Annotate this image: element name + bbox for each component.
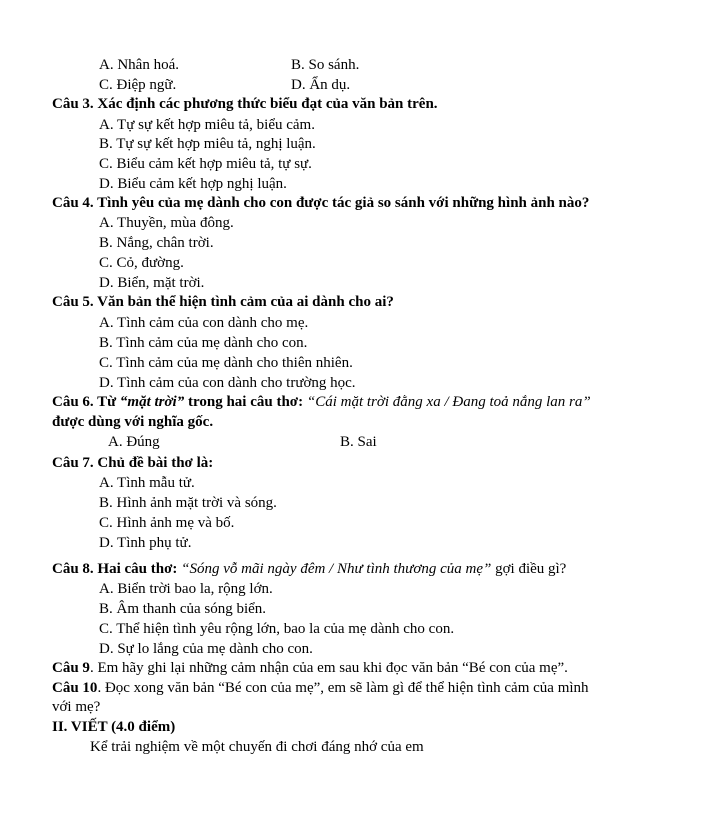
q3-option-c: C. Biểu cảm kết hợp miêu tả, tự sự. (99, 156, 312, 172)
question-7-title: Câu 7. Chủ đề bài thơ là: (52, 455, 214, 471)
section-2-task: Kể trải nghiệm về một chuyến đi chơi đáng nhớ của em (90, 739, 424, 755)
q4-option-b: B. Nắng, chân trời. (99, 235, 214, 251)
q5-option-d: D. Tình cảm của con dành cho trường học. (99, 375, 356, 391)
q8-lead: Câu 8. Hai câu thơ: (52, 561, 182, 577)
q2-option-d: D. Ẩn dụ. (291, 77, 351, 93)
q6-term: “mặt trời” (119, 394, 185, 410)
question-5-title: Câu 5. Văn bản thể hiện tình cảm của ai dành cho ai? (52, 294, 394, 310)
q4-option-c: C. Cỏ, đường. (99, 255, 184, 271)
q2-option-c: C. Điệp ngữ. (99, 77, 177, 93)
q10-line2: với mẹ? (52, 699, 101, 715)
question-4-title: Câu 4. Tình yêu của mẹ dành cho con được tác giả so sánh với những hình ảnh nào? (52, 195, 590, 211)
q6-line2: được dùng với nghĩa gốc. (52, 414, 214, 430)
question-6-title (52, 393, 591, 411)
q10-label: Câu 10 (52, 680, 98, 696)
q2-option-b: B. So sánh. (291, 57, 360, 73)
question-9 (52, 659, 568, 677)
q8-option-a: A. Biển trời bao la, rộng lớn. (99, 581, 273, 597)
q8-option-b: B. Âm thanh của sóng biển. (99, 601, 267, 617)
q2-option-a: A. Nhân hoá. (99, 57, 179, 73)
q6-option-b: B. Sai (340, 434, 377, 450)
q9-label: Câu 9 (52, 660, 90, 676)
q7-option-d: D. Tình phụ tử. (99, 535, 192, 551)
q4-option-d: D. Biển, mặt trời. (99, 275, 205, 291)
q3-option-a: A. Tự sự kết hợp miêu tả, biểu cảm. (99, 117, 315, 133)
q6-option-a: A. Đúng (108, 434, 160, 450)
q7-option-c: C. Hình ảnh mẹ và bố. (99, 515, 235, 531)
q8-tail: gợi điều gì? (491, 561, 567, 577)
q4-option-a: A. Thuyền, mùa đông. (99, 215, 234, 231)
q5-option-c: C. Tình cảm của mẹ dành cho thiên nhiên. (99, 355, 353, 371)
q8-option-d: D. Sự lo lắng của mẹ dành cho con. (99, 641, 313, 657)
q8-option-c: C. Thể hiện tình yêu rộng lớn, bao la của mẹ dành cho con. (99, 621, 455, 637)
q3-option-d: D. Biểu cảm kết hợp nghị luận. (99, 176, 287, 192)
q6-mid: trong hai câu thơ: (184, 394, 307, 410)
q7-option-a: A. Tình mẫu tử. (99, 475, 195, 491)
q6-lead: Câu 6. Từ (52, 394, 120, 410)
section-2-title: II. VIẾT (4.0 điểm) (52, 719, 176, 735)
q9-text: . Em hãy ghi lại những cảm nhận của em sau khi đọc văn bản “Bé con của mẹ”. (89, 660, 568, 676)
question-10 (52, 679, 589, 697)
q5-option-a: A. Tình cảm của con dành cho mẹ. (99, 315, 309, 331)
q3-option-b: B. Tự sự kết hợp miêu tả, nghị luận. (99, 136, 316, 152)
q6-quote: “Cái mặt trời đằng xa / Đang toả nắng lan ra” (306, 394, 591, 410)
q7-option-b: B. Hình ảnh mặt trời và sóng. (99, 495, 277, 511)
q5-option-b: B. Tình cảm của mẹ dành cho con. (99, 335, 308, 351)
q10-text: . Đọc xong văn bản “Bé con của mẹ”, em sẽ làm gì để thể hiện tình cảm của mình (97, 680, 589, 696)
question-3-title: Câu 3. Xác định các phương thức biểu đạt của văn bản trên. (52, 96, 438, 112)
q8-quote: “Sóng vỗ mãi ngày đêm / Như tình thương của mẹ” (181, 561, 492, 577)
question-8-title (52, 560, 566, 578)
